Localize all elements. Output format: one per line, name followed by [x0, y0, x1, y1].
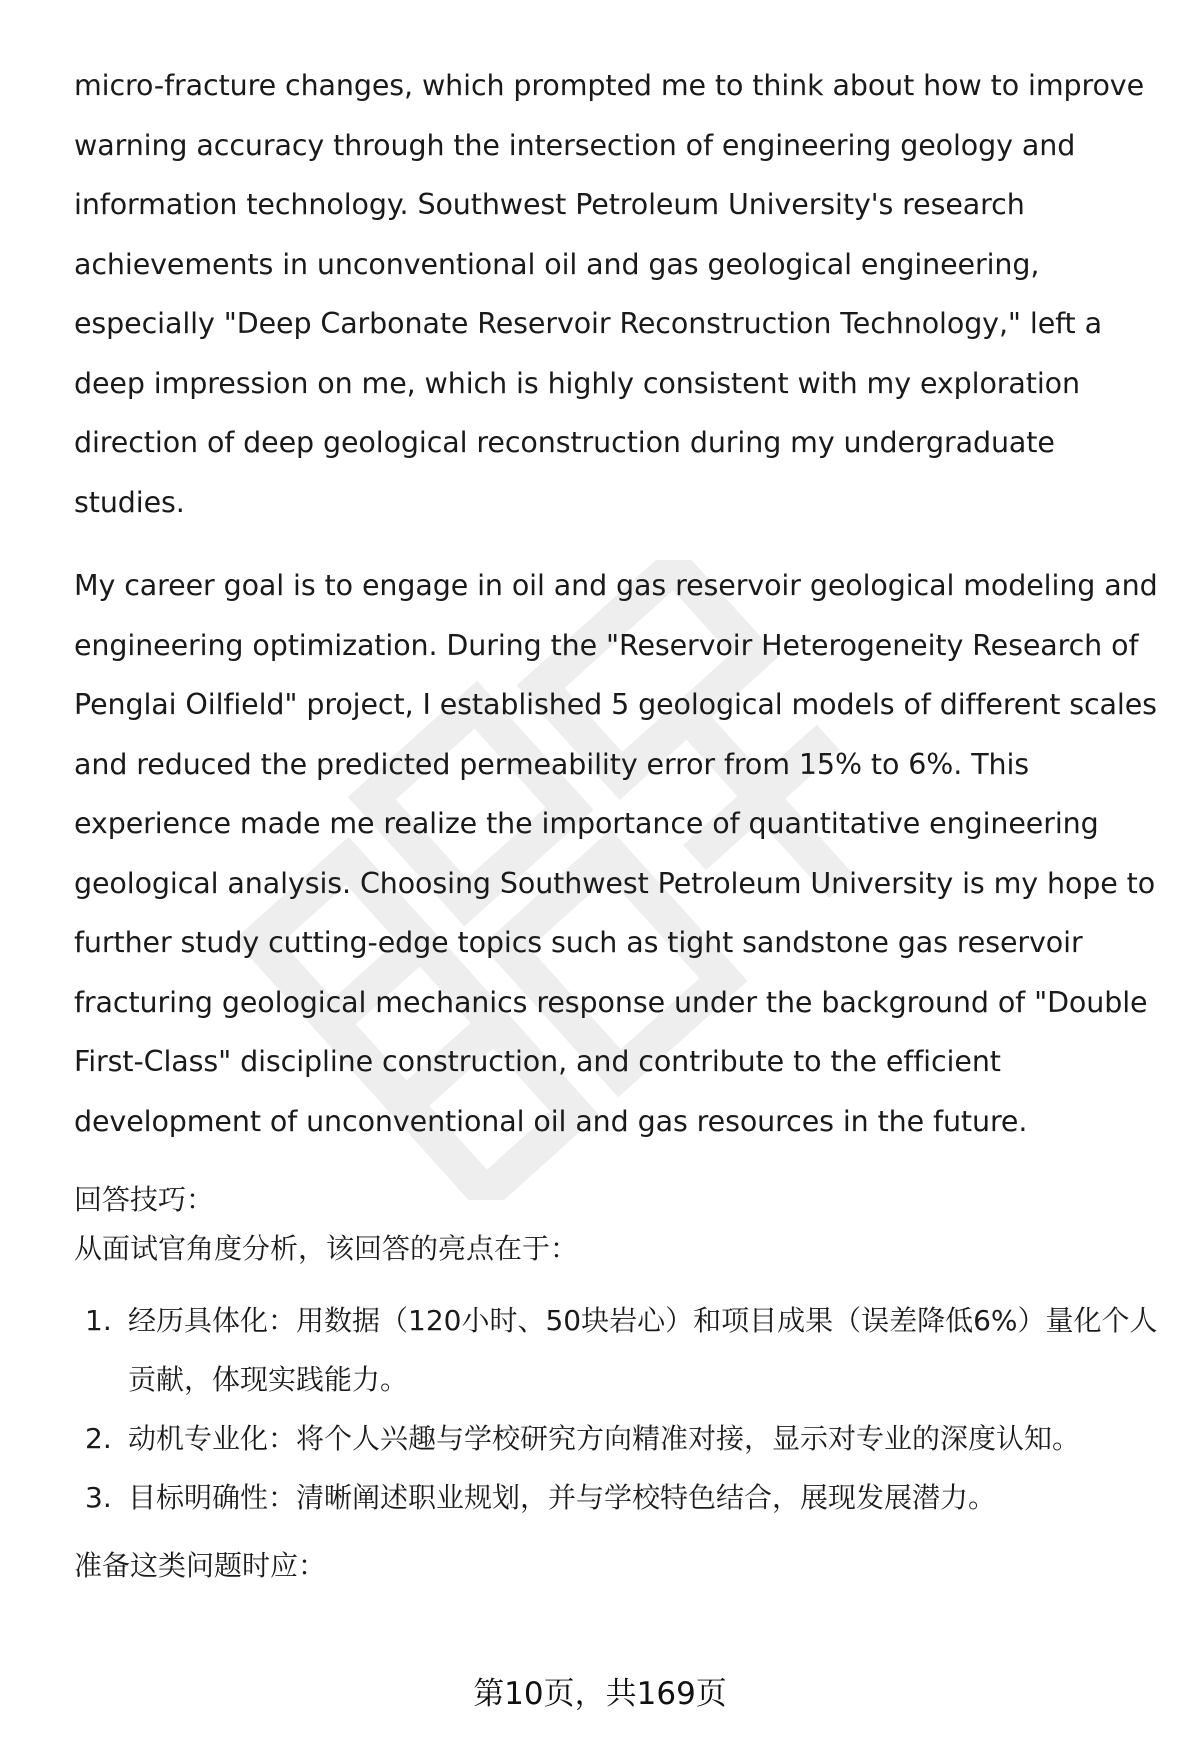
tips-list — [74, 1291, 1160, 1527]
prepare-heading: 准备这类问题时应： — [74, 1549, 327, 1582]
body-paragraph-1: micro-fracture changes, which prompted me to think about how to improve warning accuracy through the intersection of engineering geology and information technology. Southwest Petroleum University's research achievements in unconventional oil and gas geological engineering, especially "Deep Carbonate Reservoir Reconstruction Technology," left a deep impression on me, which is highly consistent with my exploration direction of deep geological reconstruction during my undergraduate studies. — [74, 69, 1145, 519]
body-paragraph-2: My career goal is to engage in oil and gas reservoir geological modeling and engineering optimization. During the "Reservoir Heterogeneity Research of Penglai Oilfield" project, I established 5 geological models of different scales and reduced the predicted permeability error from 15% to 6%. This experience made me realize the importance of quantitative engineering geological analysis. Choosing Southwest Petroleum University is my hope to further study cutting-edge topics such as tight sandstone gas reservoir fracturing geological mechanics response under the background of "Double First-Class" discipline construction, and contribute to the efficient development of unconventional oil and gas resources in the future. — [74, 569, 1158, 1138]
tips-heading: 回答技巧： — [74, 1183, 215, 1216]
document-page — [74, 56, 1160, 1590]
list-item-text: 目标明确性：清晰阐述职业规划，并与学校特色结合，展现发展潜力。 — [128, 1481, 997, 1514]
list-item-number: 2. — [85, 1422, 112, 1455]
list-item-text: 经历具体化：用数据（120小时、50块岩心）和项目成果（误差降低6%）量化个人贡献，体现实践能力。 — [128, 1304, 1158, 1396]
list-item-number: 1. — [85, 1304, 112, 1337]
list-item — [74, 1409, 1160, 1468]
list-item-text: 动机专业化：将个人兴趣与学校研究方向精准对接，显示对专业的深度认知。 — [128, 1422, 1081, 1455]
page-number-footer: 第10页，共169页 — [473, 1676, 727, 1712]
list-item — [74, 1291, 1160, 1409]
list-item-number: 3. — [85, 1481, 112, 1514]
tips-intro: 从面试官角度分析，该回答的亮点在于： — [74, 1232, 579, 1265]
list-item — [74, 1468, 1160, 1527]
